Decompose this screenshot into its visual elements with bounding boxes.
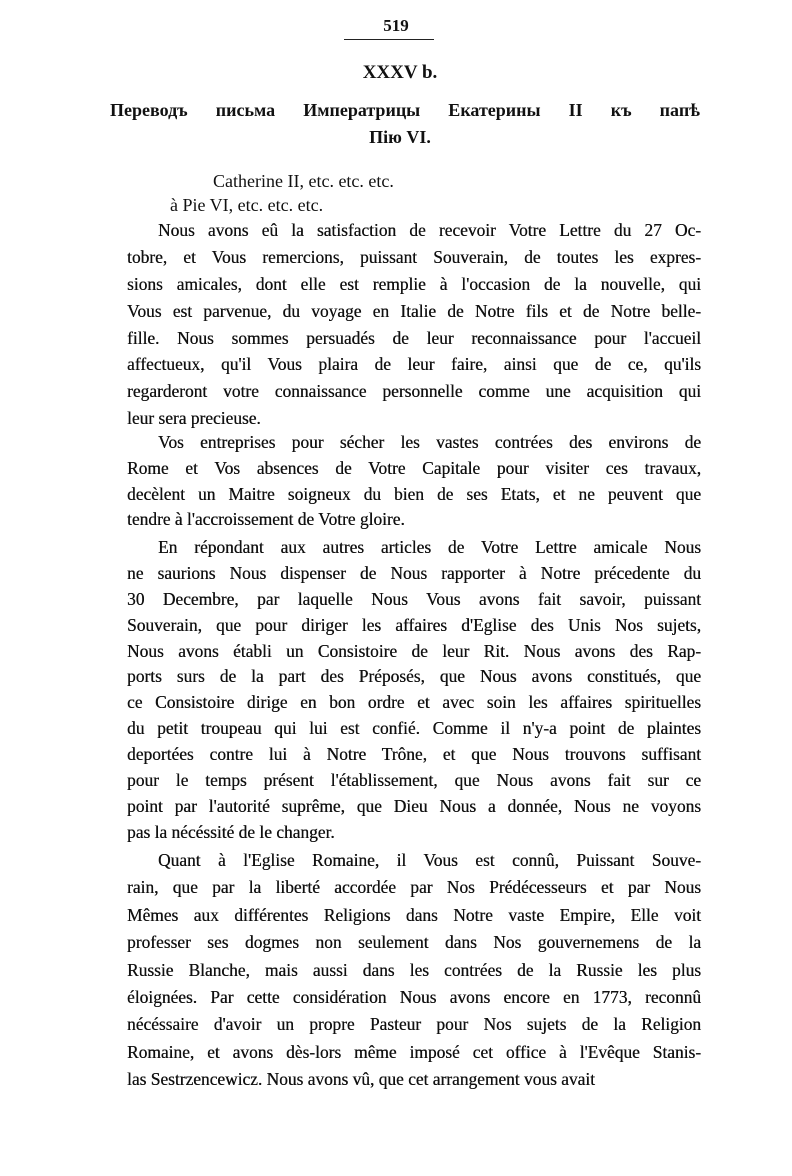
title-line-1: Переводъ письма Императрицы Екатерины II къ папѣ: [110, 100, 700, 120]
paragraph-2: [127, 430, 701, 533]
text-line: leur sera precieuse.: [127, 408, 261, 429]
text-line: Nous avons eû la satisfaction de recevoir Votre Lettre du 27 Oc-: [158, 220, 701, 240]
text-line: Nous avons établi un Consistoire de leur Rit. Nous avons des Rap-: [127, 640, 701, 661]
text-line: Vous est parvenue, du voyage en Italie de Notre fils et de Notre belle-: [127, 300, 701, 321]
text-line: Mêmes aux différentes Religions dans Notre vaste Empire, Elle voit: [127, 904, 701, 925]
text-line: Rome et Vos absences de Votre Capitale pour visiter ces travaux,: [127, 457, 701, 478]
text-line: sions amicales, dont elle est remplie à l'occasion de la nouvelle, qui: [127, 273, 701, 294]
text-line: pour le temps présent l'établissement, que Nous avons fait sur ce: [127, 770, 701, 791]
paragraph-4: [127, 847, 701, 1094]
text-line: pas la nécéssité de le changer.: [127, 821, 335, 842]
text-line: decèlent un Maitre soigneux du bien de ses Etats, et ne peuvent que: [127, 483, 701, 504]
text-line: nécéssaire d'avoir un propre Pasteur pour Nos sujets de la Religion: [127, 1014, 701, 1035]
section-number: XXXV b.: [362, 62, 438, 83]
text-line: deportées contre lui à Notre Trône, et que Nous trouvons suffisant: [127, 744, 701, 765]
title-line-2: Пію VI.: [369, 127, 431, 147]
salutation-recipient: à Pie VI, etc. etc. etc.: [170, 195, 324, 215]
text-line: regarderont votre connaissance personnelle comme une acquisition qui: [127, 381, 701, 402]
text-line: fille. Nous sommes persuadés de leur reconnaissance pour l'accueil: [127, 327, 701, 348]
text-line: las Sestrzencewicz. Nous avons vû, que cet arrangement vous avait: [127, 1069, 595, 1090]
text-line: éloignées. Par cette considération Nous avons encore en 1773, reconnû: [127, 986, 701, 1007]
paragraph-1: [127, 217, 701, 432]
text-line: tendre à l'accroissement de Votre gloire.: [127, 509, 405, 530]
text-line: ce Consistoire dirige en bon ordre et avec soin les affaires spirituelles: [127, 692, 701, 713]
page-number: 519: [383, 16, 409, 35]
text-line: Souverain, que pour diriger les affaires d'Eglise des Unis Nos sujets,: [127, 614, 701, 635]
text-line: Quant à l'Eglise Romaine, il Vous est connû, Puissant Souve-: [158, 850, 701, 870]
text-line: Romaine, et avons dès-lors même imposé cet office à l'Evêque Stanis-: [127, 1041, 701, 1062]
text-line: tobre, et Vous remercions, puissant Souverain, de toutes les expres-: [127, 246, 701, 267]
text-line: affectueux, qu'il Vous plaira de leur faire, ainsi que de ce, qu'ils: [127, 354, 701, 375]
text-line: point par l'autorité suprême, que Dieu Nous a donnée, Nous ne voyons: [127, 795, 701, 816]
text-line: 30 Decembre, par laquelle Nous Vous avons fait savoir, puissant: [127, 588, 701, 609]
paragraph-3: [127, 535, 701, 846]
text-line: professer ses dogmes non seulement dans Nos gouvernemens de la: [127, 932, 701, 953]
text-line: En répondant aux autres articles de Votre Lettre amicale Nous: [158, 537, 701, 557]
text-line: rain, que par la liberté accordée par Nos Prédécesseurs et par Nous: [127, 877, 701, 898]
page-number-rule: [344, 39, 434, 40]
text-line: Vos entreprises pour sécher les vastes contrées des environs de: [158, 432, 701, 452]
salutation-sender: Catherine II, etc. etc. etc.: [213, 171, 394, 191]
text-line: ports surs de la part des Préposés, que Nous avons constitués, que: [127, 666, 701, 687]
text-line: ne saurions Nous dispenser de Nous rapporter à Notre précedente du: [127, 562, 701, 583]
text-line: du petit troupeau qui lui est confié. Comme il n'y-a point de plaintes: [127, 718, 701, 739]
text-line: Russie Blanche, mais aussi dans les contrées de la Russie les plus: [127, 959, 701, 980]
